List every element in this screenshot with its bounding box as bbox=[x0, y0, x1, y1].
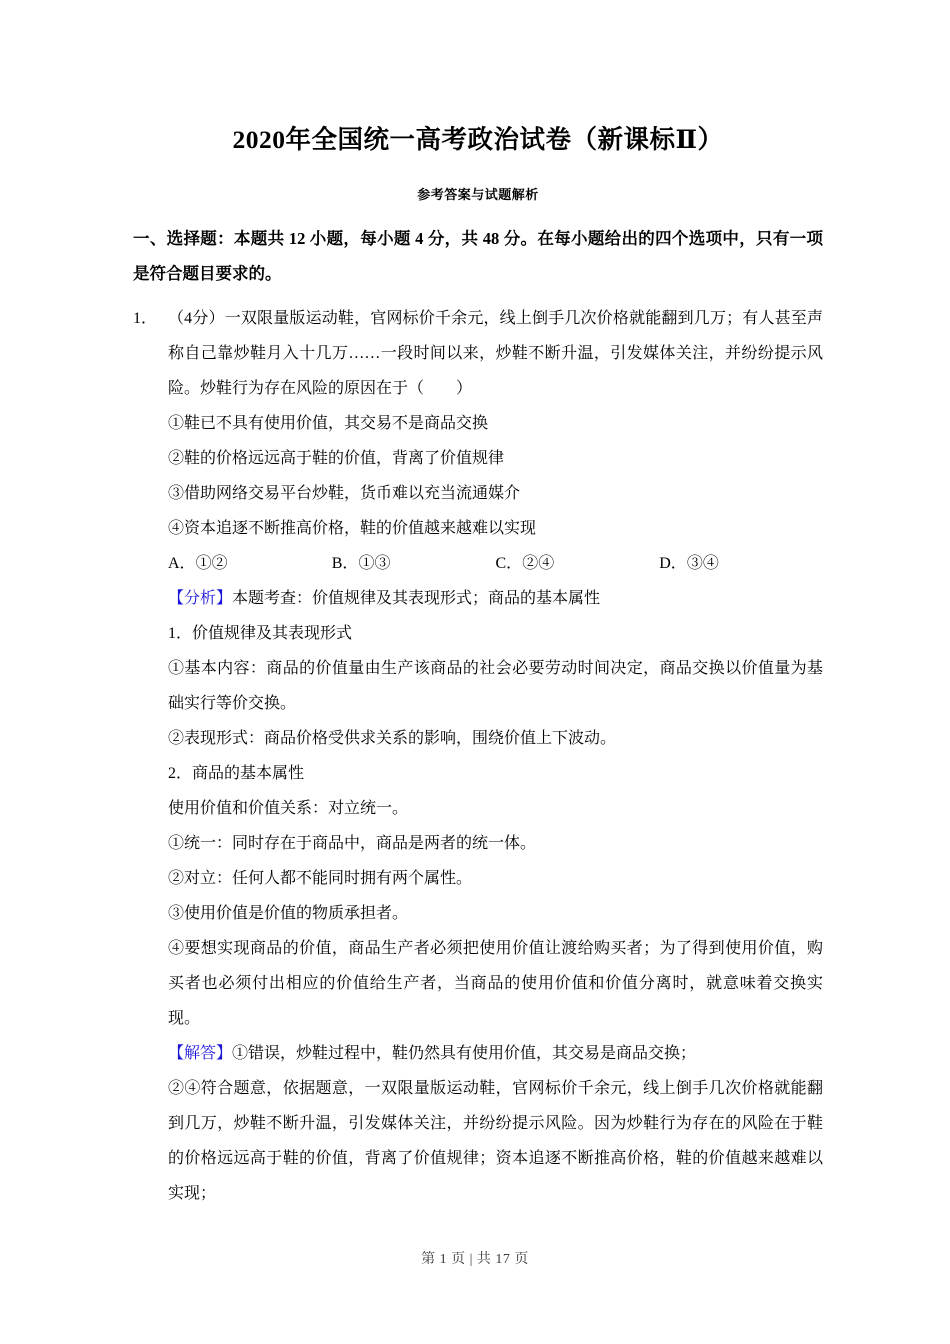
statement-item-1: ①鞋已不具有使用价值，其交易不是商品交换 bbox=[168, 414, 489, 432]
choice-option-d[interactable] bbox=[659, 546, 823, 581]
statement-item-2: ②鞋的价格远远高于鞋的价值，背离了价值规律 bbox=[168, 449, 505, 467]
question-number: 1． bbox=[133, 309, 158, 327]
question-stem: （4分）一双限量版运动鞋，官网标价千余元，线上倒手几次价格就能翻到几万；有人甚至声称自己靠炒鞋月入十几万……一段时间以来，炒鞋不断升温，引发媒体关注，并纷纷提示风险。炒鞋行为存在风险的原因在于（ ） bbox=[168, 309, 823, 397]
choice-text-a: ①② bbox=[195, 554, 228, 572]
statement-item-3: ③借助网络交易平台炒鞋，货币难以充当流通媒介 bbox=[168, 484, 521, 502]
choice-text-d: ③④ bbox=[686, 554, 719, 572]
page-title: 2020年全国统一高考政治试卷（新课标Ⅱ） bbox=[232, 125, 724, 154]
choice-text-b: ①③ bbox=[358, 554, 391, 572]
footer-separator: | bbox=[469, 1252, 473, 1267]
solution-intro-text: ①错误，炒鞋过程中，鞋仍然具有使用价值，其交易是商品交换； bbox=[232, 1044, 697, 1062]
choice-text-c: ②④ bbox=[522, 554, 555, 572]
statement-item-4: ④资本追逐不断推高价格，鞋的价值越来越难以实现 bbox=[168, 519, 537, 537]
choice-option-a[interactable] bbox=[168, 546, 332, 581]
page-content bbox=[133, 0, 823, 1211]
analysis-line-3: ②表现形式：商品价格受供求关系的影响，围绕价值上下波动。 bbox=[168, 729, 617, 747]
choice-option-c[interactable] bbox=[496, 546, 660, 581]
analysis-line-2: ①基本内容：商品的价值量由生产该商品的社会必要劳动时间决定，商品交换以价值量为基础实行等价交换。 bbox=[168, 659, 823, 712]
section-heading: 一、选择题：本题共 12 小题，每小题 4 分，共 48 分。在每小题给出的四个选项中，只有一项是符合题目要求的。 bbox=[133, 228, 823, 283]
analysis-line-4: 2．商品的基本属性 bbox=[168, 764, 305, 782]
solution-intro-line bbox=[168, 1036, 823, 1071]
analysis-line-6: ①统一：同时存在于商品中，商品是两者的统一体。 bbox=[168, 834, 537, 852]
analysis-line-8: ③使用价值是价值的物质承担者。 bbox=[168, 904, 409, 922]
solution-label: 【解答】 bbox=[168, 1044, 233, 1062]
page-footer bbox=[0, 1248, 950, 1268]
question-block bbox=[133, 291, 823, 1211]
choice-option-b[interactable] bbox=[332, 546, 496, 581]
choice-row bbox=[168, 546, 823, 581]
footer-current-page: 第 1 页 bbox=[421, 1252, 466, 1267]
analysis-line-9: ④要想实现商品的价值，商品生产者必须把使用价值让渡给购买者；为了得到使用价值，购买者也必须付出相应的价值给生产者，当商品的使用价值和价值分离时，就意味着交换实现。 bbox=[168, 939, 823, 1027]
footer-total-pages: 共 17 页 bbox=[476, 1252, 529, 1267]
analysis-line-5: 使用价值和价值关系：对立统一。 bbox=[168, 799, 409, 817]
analysis-line-7: ②对立：任何人都不能同时拥有两个属性。 bbox=[168, 869, 473, 887]
choice-letter-c: C． bbox=[495, 554, 523, 572]
choice-letter-d: D． bbox=[659, 554, 687, 572]
analysis-intro-text: 本题考查：价值规律及其表现形式；商品的基本属性 bbox=[232, 589, 601, 607]
choice-letter-b: B． bbox=[331, 554, 359, 572]
choice-letter-a: A． bbox=[168, 554, 196, 572]
solution-line-1: ②④符合题意，依据题意，一双限量版运动鞋，官网标价千余元，线上倒手几次价格就能翻到几万，炒鞋不断升温，引发媒体关注，并纷纷提示风险。因为炒鞋行为存在的风险在于鞋的价格远远高于鞋的价值，背离了价值规律；资本追逐不断推高价格，鞋的价值越来越难以实现； bbox=[168, 1079, 823, 1202]
analysis-intro-line bbox=[168, 581, 823, 616]
analysis-label: 【分析】 bbox=[168, 589, 233, 607]
analysis-line-1: 1．价值规律及其表现形式 bbox=[168, 624, 353, 642]
page-subtitle: 参考答案与试题解析 bbox=[417, 186, 539, 202]
question-body bbox=[133, 301, 823, 1211]
